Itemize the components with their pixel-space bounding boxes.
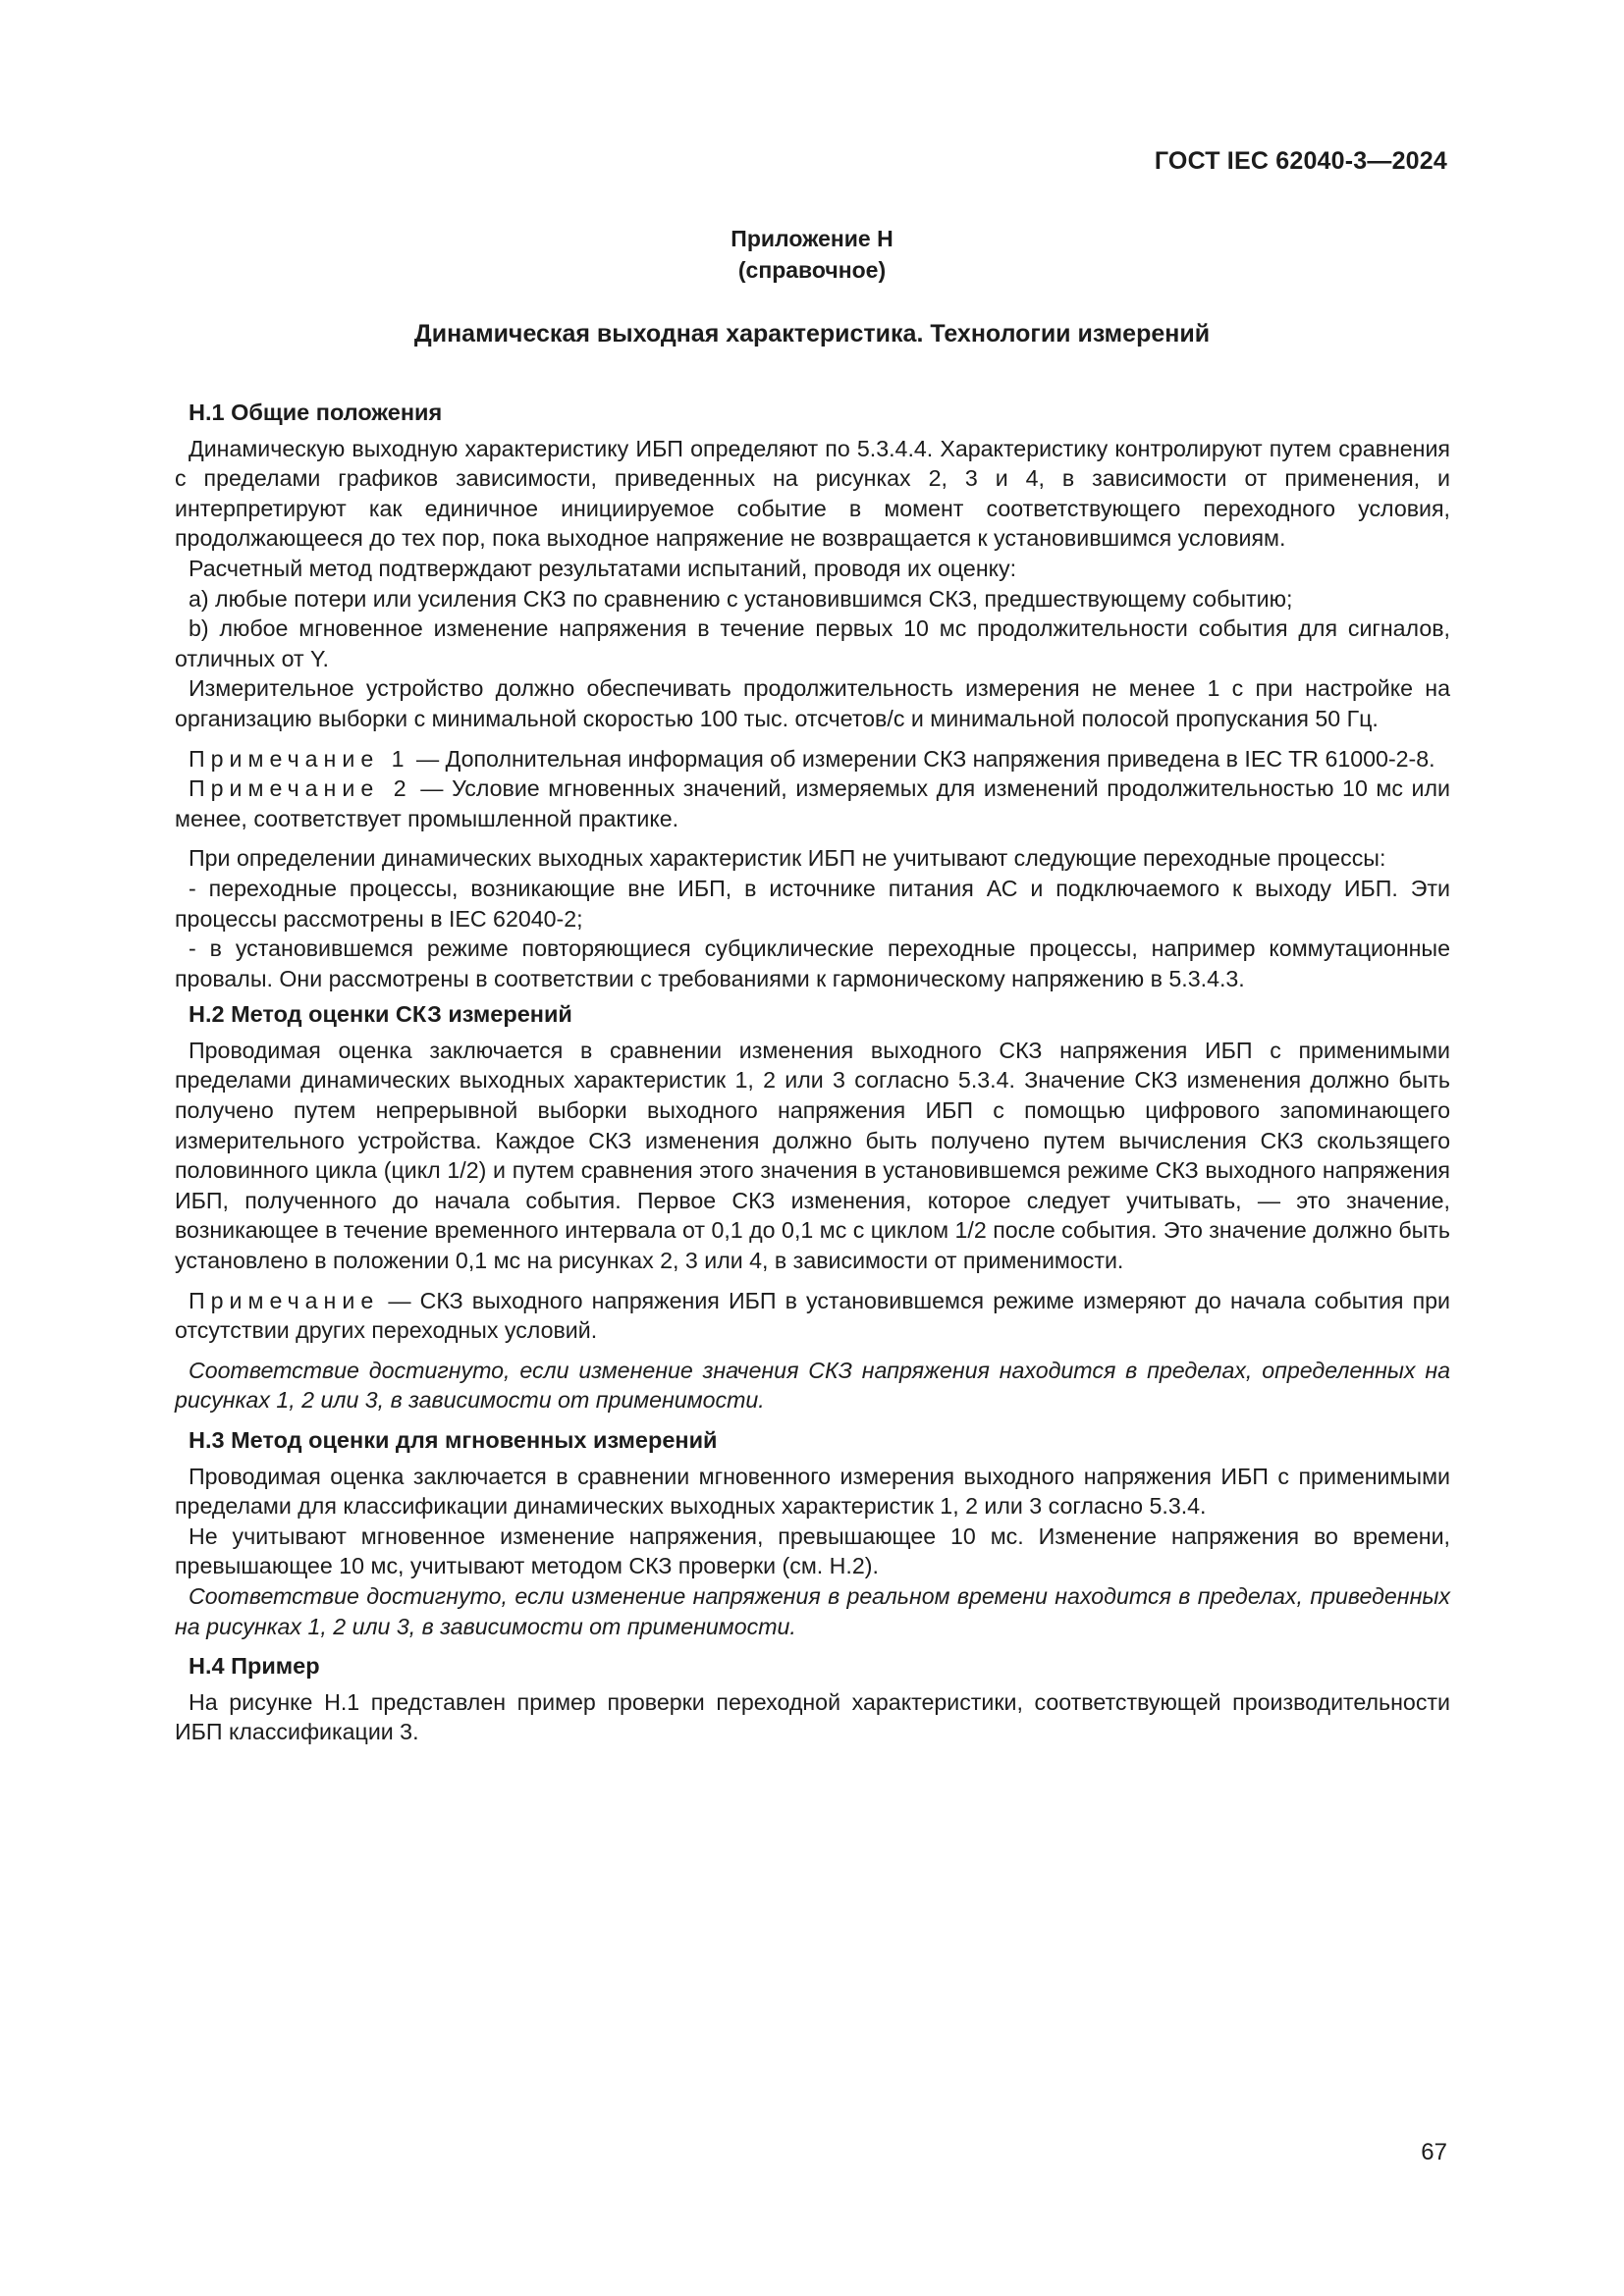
paragraph: На рисунке Н.1 представлен пример проверки переходной характеристики, соответствующей производительности ИБП классификации 3. (175, 1688, 1450, 1745)
section-heading-h3: Н.3 Метод оценки для мгновенных измерений (189, 1427, 718, 1453)
paragraph: Расчетный метод подтверждают результатами испытаний, проводя их оценку: (189, 555, 1017, 581)
paragraph: Не учитывают мгновенное изменение напряжения, превышающее 10 мс. Изменение напряжения во времени, превышающее 10 мс, учитывают методом СКЗ проверки (см. Н.2). (175, 1522, 1450, 1579)
paragraph: Проводимая оценка заключается в сравнении изменения выходного СКЗ напряжения ИБП с применимыми пределами динамических выходных характеристик 1, 2 или 3 согласно 5.3.4. Значение СКЗ изменения должно быть получено путем непрерывной выборки выходного напряжения ИБП с помощью цифрового запоминающего измерительного устройства. Каждое СКЗ изменения должно быть получено путем вычисления СКЗ скользящего половинного цикла (цикл 1/2) и путем сравнения этого значения в установившемся режиме СКЗ выходного напряжения ИБП, полученного до начала события. Первое СКЗ изменения, которое следует учитывать, — это значение, возникающее в течение временного интервала от 0,1 до 0,1 мс с циклом 1/2 после события. Это значение должно быть установлено в положении 0,1 мс на рисунках 2, 3 или 4, в зависимости от применимости. (175, 1037, 1450, 1274)
note-label: Примечание 2 (189, 775, 412, 802)
note-label: Примечание (189, 1287, 380, 1313)
annex-title: Приложение Н (731, 226, 893, 251)
note-text: — СКЗ выходного напряжения ИБП в установившемся режиме измеряют до начала события при отсутствии других переходных условий. (175, 1287, 1450, 1344)
note (175, 774, 1450, 833)
standard-id: ГОСТ IEC 62040-3—2024 (1154, 147, 1447, 175)
list-item: - в установившемся режиме повторяющиеся субциклические переходные процессы, например коммутационные провалы. Они рассмотрены в соответствии с требованиями к гармоническому напряжению в 5.3.4.3. (175, 935, 1450, 991)
list-item: b) любое мгновенное изменение напряжения в течение первых 10 мс продолжительности события для сигналов, отличных от Y. (175, 615, 1450, 671)
compliance-statement: Соответствие достигнуто, если изменение значения СКЗ напряжения находится в пределах, определенных на рисунках 1, 2 или 3, в зависимости от применимости. (175, 1357, 1450, 1414)
annex-name: Динамическая выходная характеристика. Технологии измерений (413, 320, 1211, 347)
note (175, 744, 1450, 774)
paragraph: Измерительное устройство должно обеспечивать продолжительность измерения не менее 1 с при настройке на организацию выборки с минимальной скоростью 100 тыс. отсчетов/с и минимальной полосой пропускания 50 Гц. (175, 675, 1450, 731)
annex-subtitle: (справочное) (737, 257, 887, 283)
paragraph: При определении динамических выходных характеристик ИБП не учитывают следующие переходные процессы: (189, 845, 1386, 872)
note-text: — Условие мгновенных значений, измеряемых для изменений продолжительностью 10 мс или менее, соответствует промышленной практике. (175, 775, 1450, 831)
list-item: a) любые потери или усиления СКЗ по сравнению с установившимся СКЗ, предшествующему событию; (189, 585, 1293, 612)
note-label: Примечание 1 (189, 745, 410, 772)
paragraph: Проводимая оценка заключается в сравнении мгновенного измерения выходного напряжения ИБП с применимыми пределами для классификации динамических выходных характеристик 1, 2 или 3 согласно 5.3.4. (175, 1463, 1450, 1520)
body-text (175, 398, 1450, 1747)
section-heading-h4: Н.4 Пример (189, 1653, 320, 1680)
paragraph: Динамическую выходную характеристику ИБП определяют по 5.3.4.4. Характеристику контролируют путем сравнения с пределами графиков зависимости, приведенных на рисунках 2, 3 и 4, в зависимости от применения, и интерпретируют как единичное инициируемое событие в момент соответствующего переходного условия, продолжающееся до тех пор, пока выходное напряжение не возвращается к установившимся условиям. (175, 435, 1450, 552)
note (175, 1286, 1450, 1346)
note-text: — Дополнительная информация об измерении СКЗ напряжения приведена в IEC TR 61000-2-8. (416, 745, 1435, 772)
section-heading-h1: Н.1 Общие положения (189, 400, 443, 425)
list-item: - переходные процессы, возникающие вне ИБП, в источнике питания АС и подключаемого к выходу ИБП. Эти процессы рассмотрены в IEC 62040-2; (175, 875, 1450, 932)
section-heading-h2: Н.2 Метод оценки СКЗ измерений (189, 1001, 572, 1028)
compliance-statement: Соответствие достигнуто, если изменение напряжения в реальном времени находится в пределах, приведенных на рисунках 1, 2 или 3, в зависимости от применимости. (175, 1582, 1450, 1639)
page-number: 67 (1421, 2139, 1447, 2165)
